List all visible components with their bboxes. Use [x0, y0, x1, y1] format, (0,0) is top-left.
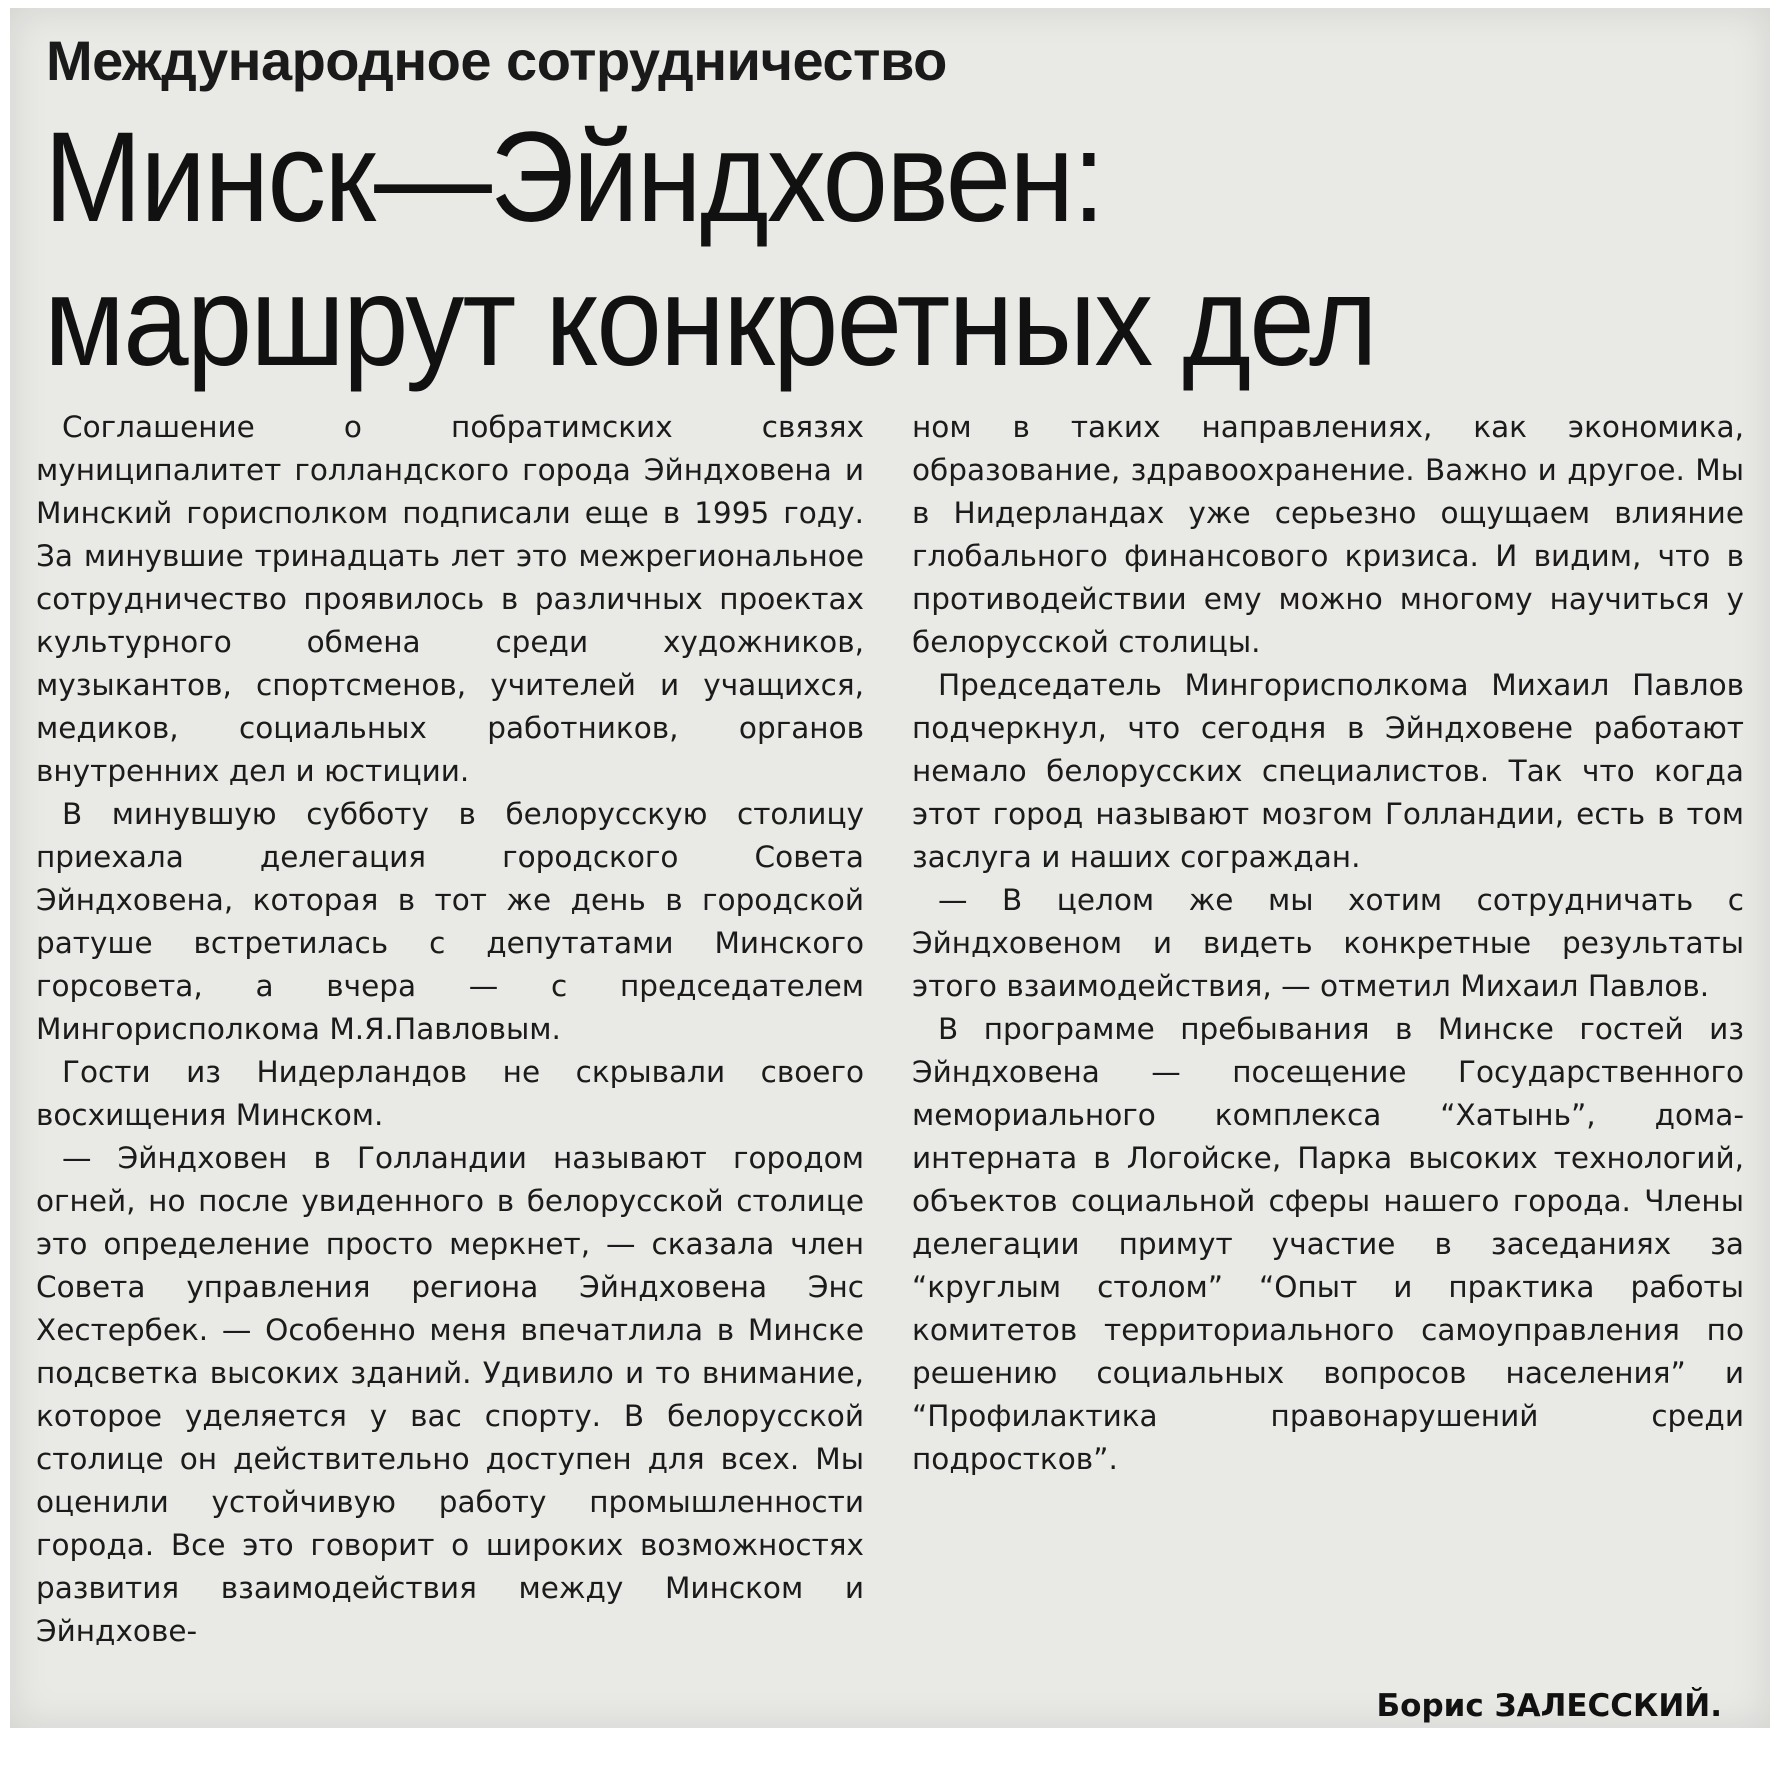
- article-column-right: [912, 406, 1744, 1481]
- paragraph: В минувшую субботу в белорусскую столицу приехала делегация городского Совета Эйндховена, которая в тот же день в городской ратуше встретилась с депутатами Минского горсовета, а вчера — с председателем Мингорисполкома М.Я.Павловым.: [36, 797, 864, 1046]
- paragraph: — В целом же мы хотим сотрудничать с Эйндховеном и видеть конкретные результаты этого взаимодействия, — отметил Михаил Павлов.: [912, 883, 1744, 1003]
- paragraph: В программе пребывания в Минске гостей из Эйндховена — посещение Государственного мемориального комплекса “Хатынь”, дома-интерната в Логойске, Парка высоких технологий, объектов социальной сферы нашего города. Члены делегации примут участие в заседаниях за “круглым столом” “Опыт и практика работы комитетов территориального самоуправления по решению социальных вопросов населения” и “Профилактика правонарушений среди подростков”.: [912, 1012, 1744, 1476]
- author-signature: Борис ЗАЛЕССКИЙ.: [1376, 1688, 1722, 1724]
- paragraph: — Эйндховен в Голландии называют городом огней, но после увиденного в белорусской столице это определение просто меркнет, — сказала член Совета управления региона Эйндховена Энс Хестербек. — Особенно меня впечатлила в Минске подсветка высоких зданий. Удивило и то внимание, которое уделяется у вас спорту. В белорусской столице он действительно доступен для всех. Мы оценили устойчивую работу промышленности города. Все это говорит о широких возможностях развития взаимодействия между Минском и Эйндхове-: [36, 1141, 864, 1648]
- paragraph: Гости из Нидерландов не скрывали своего восхищения Минском.: [36, 1055, 864, 1132]
- article-column-left: [36, 406, 864, 1653]
- section-rubric: Международное сотрудничество: [46, 29, 947, 92]
- paragraph: Соглашение о побратимских связях муниципалитет голландского города Эйндховена и Минский горисполком подписали еще в 1995 году. За минувшие тринадцать лет это межрегиональное сотрудничество проявилось в различных проектах культурного обмена среди художников, музыкантов, спортсменов, учителей и учащихся, медиков, социальных работников, органов внутренних дел и юстиции.: [36, 410, 864, 788]
- paragraph-continued: ном в таких направлениях, как экономика, образование, здравоохранение. Важно и другое. Мы в Нидерландах уже серьезно ощущаем влияние глобального финансового кризиса. И видим, что в противодействии ему можно многому научиться у белорусской столицы.: [912, 410, 1744, 659]
- newspaper-clipping: [10, 8, 1770, 1728]
- headline-line-1: Минск—Эйндховен:: [44, 106, 1104, 249]
- paragraph: Председатель Мингорисполкома Михаил Павлов подчеркнул, что сегодня в Эйндховене работают немало белорусских специалистов. Так что когда этот город называют мозгом Голландии, есть в том заслуга и наших сограждан.: [912, 668, 1744, 874]
- article-headline: [44, 106, 1376, 394]
- headline-line-2: маршрут конкретных дел: [44, 250, 1376, 393]
